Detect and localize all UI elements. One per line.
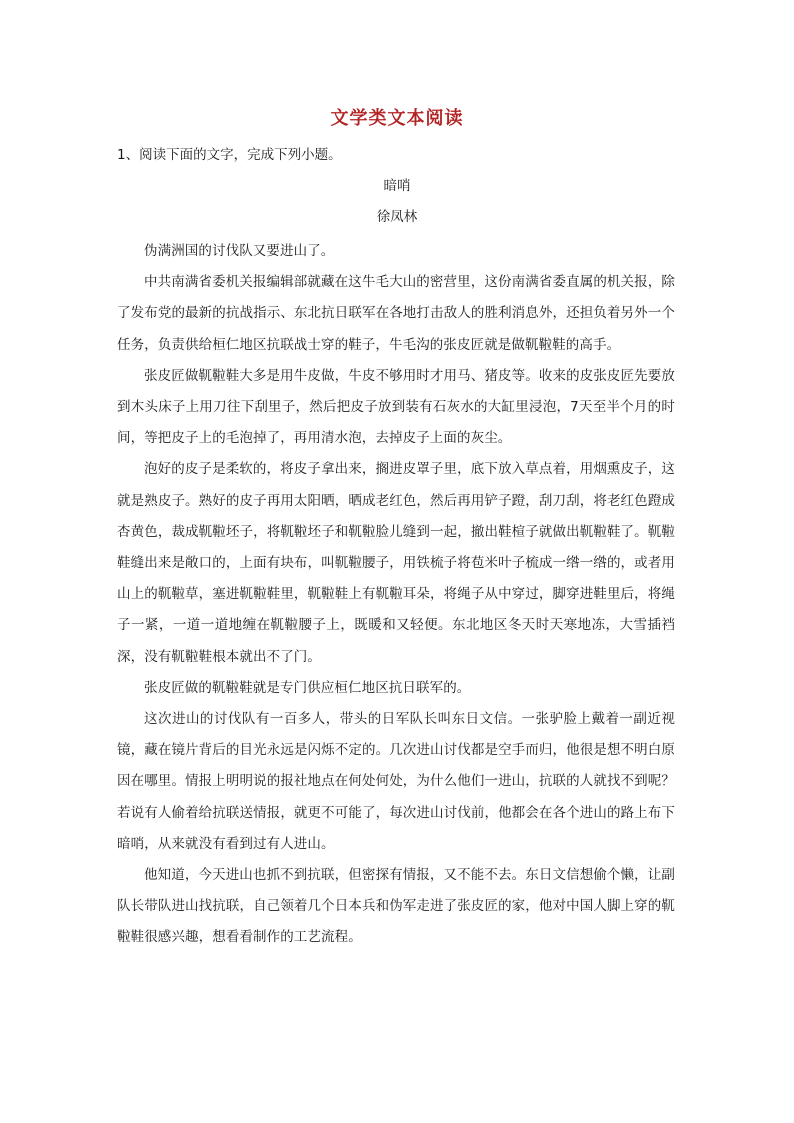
paragraph: 这次进山的讨伐队有一百多人，带头的日军队长叫东日文信。一张驴脸上戴着一副近视镜，藏在镜片背后的目光永远是闪烁不定的。几次进山讨伐都是空手而归，他很是想不明白原因在哪里。情报上明明说的报社地点在何处何处，为什么他们一进山，抗联的人就找不到呢？若说有人偷着给抗联送情报，就更不可能了，每次进山讨伐前，他都会在各个进山的路上布下暗哨，从来就没有看到过有人进山。 (117, 711, 675, 852)
story-body (117, 236, 675, 954)
question-prompt: 1、阅读下面的文字，完成下列小题。 (117, 147, 342, 163)
story-title: 暗哨 (383, 178, 411, 194)
paragraph: 泡好的皮子是柔软的，将皮子拿出来，搁进皮罩子里，底下放入草点着，用烟熏皮子，这就是熟皮子。熟好的皮子再用太阳晒，晒成老红色，然后再用铲子蹬，刮刀刮，将老红色蹬成杏黄色，裁成靰鞡坯子，将靰鞡坯子和靰鞡脸儿缝到一起，撤出鞋楦子就做出靰鞡鞋了。靰鞡鞋缝出来是敞口的，上面有块布，叫靰鞡腰子，用铁梳子将苞米叶子梳成一绺一绺的，或者用山上的靰鞡草，塞进靰鞡鞋里，靰鞡鞋上有靰鞡耳朵，将绳子从中穿过，脚穿进鞋里后，将绳子一紧，一道一道地缠在靰鞡腰子上，既暖和又轻便。东北地区冬天时天寒地冻，大雪插裆深，没有靰鞡鞋根本就出不了门。 (117, 461, 675, 665)
story-author: 徐凤林 (376, 209, 418, 225)
paragraph: 伪满洲国的讨伐队又要进山了。 (144, 243, 335, 259)
paragraph: 中共南满省委机关报编辑部就藏在这牛毛大山的密营里，这份南满省委直属的机关报，除了发布党的最新的抗战指示、东北抗日联军在各地打击敌人的胜利消息外，还担负着另外一个任务，负责供给桓仁地区抗联战士穿的鞋子，牛毛沟的张皮匠就是做靰鞡鞋的高手。 (117, 274, 675, 353)
paragraph: 张皮匠做的靰鞡鞋就是专门供应桓仁地区抗日联军的。 (144, 679, 471, 696)
document-title: 文学类文本阅读 (330, 108, 464, 129)
paragraph: 他知道，今天进山也抓不到抗联，但密探有情报，又不能不去。东日文信想偷个懒，让副队长带队进山找抗联，自己领着几个日本兵和伪军走进了张皮匠的家，他对中国人脚上穿的靰鞡鞋很感兴趣，想看看制作的工艺流程。 (117, 867, 675, 946)
paragraph: 张皮匠做靰鞡鞋大多是用牛皮做，牛皮不够用时才用马、猪皮等。收来的皮张皮匠先要放到木头床子上用刀往下刮里子，然后把皮子放到装有石灰水的大缸里浸泡，7天至半个月的时间，等把皮子上的毛泡掉了，再用清水泡，去掉皮子上面的灰尘。 (117, 367, 675, 447)
